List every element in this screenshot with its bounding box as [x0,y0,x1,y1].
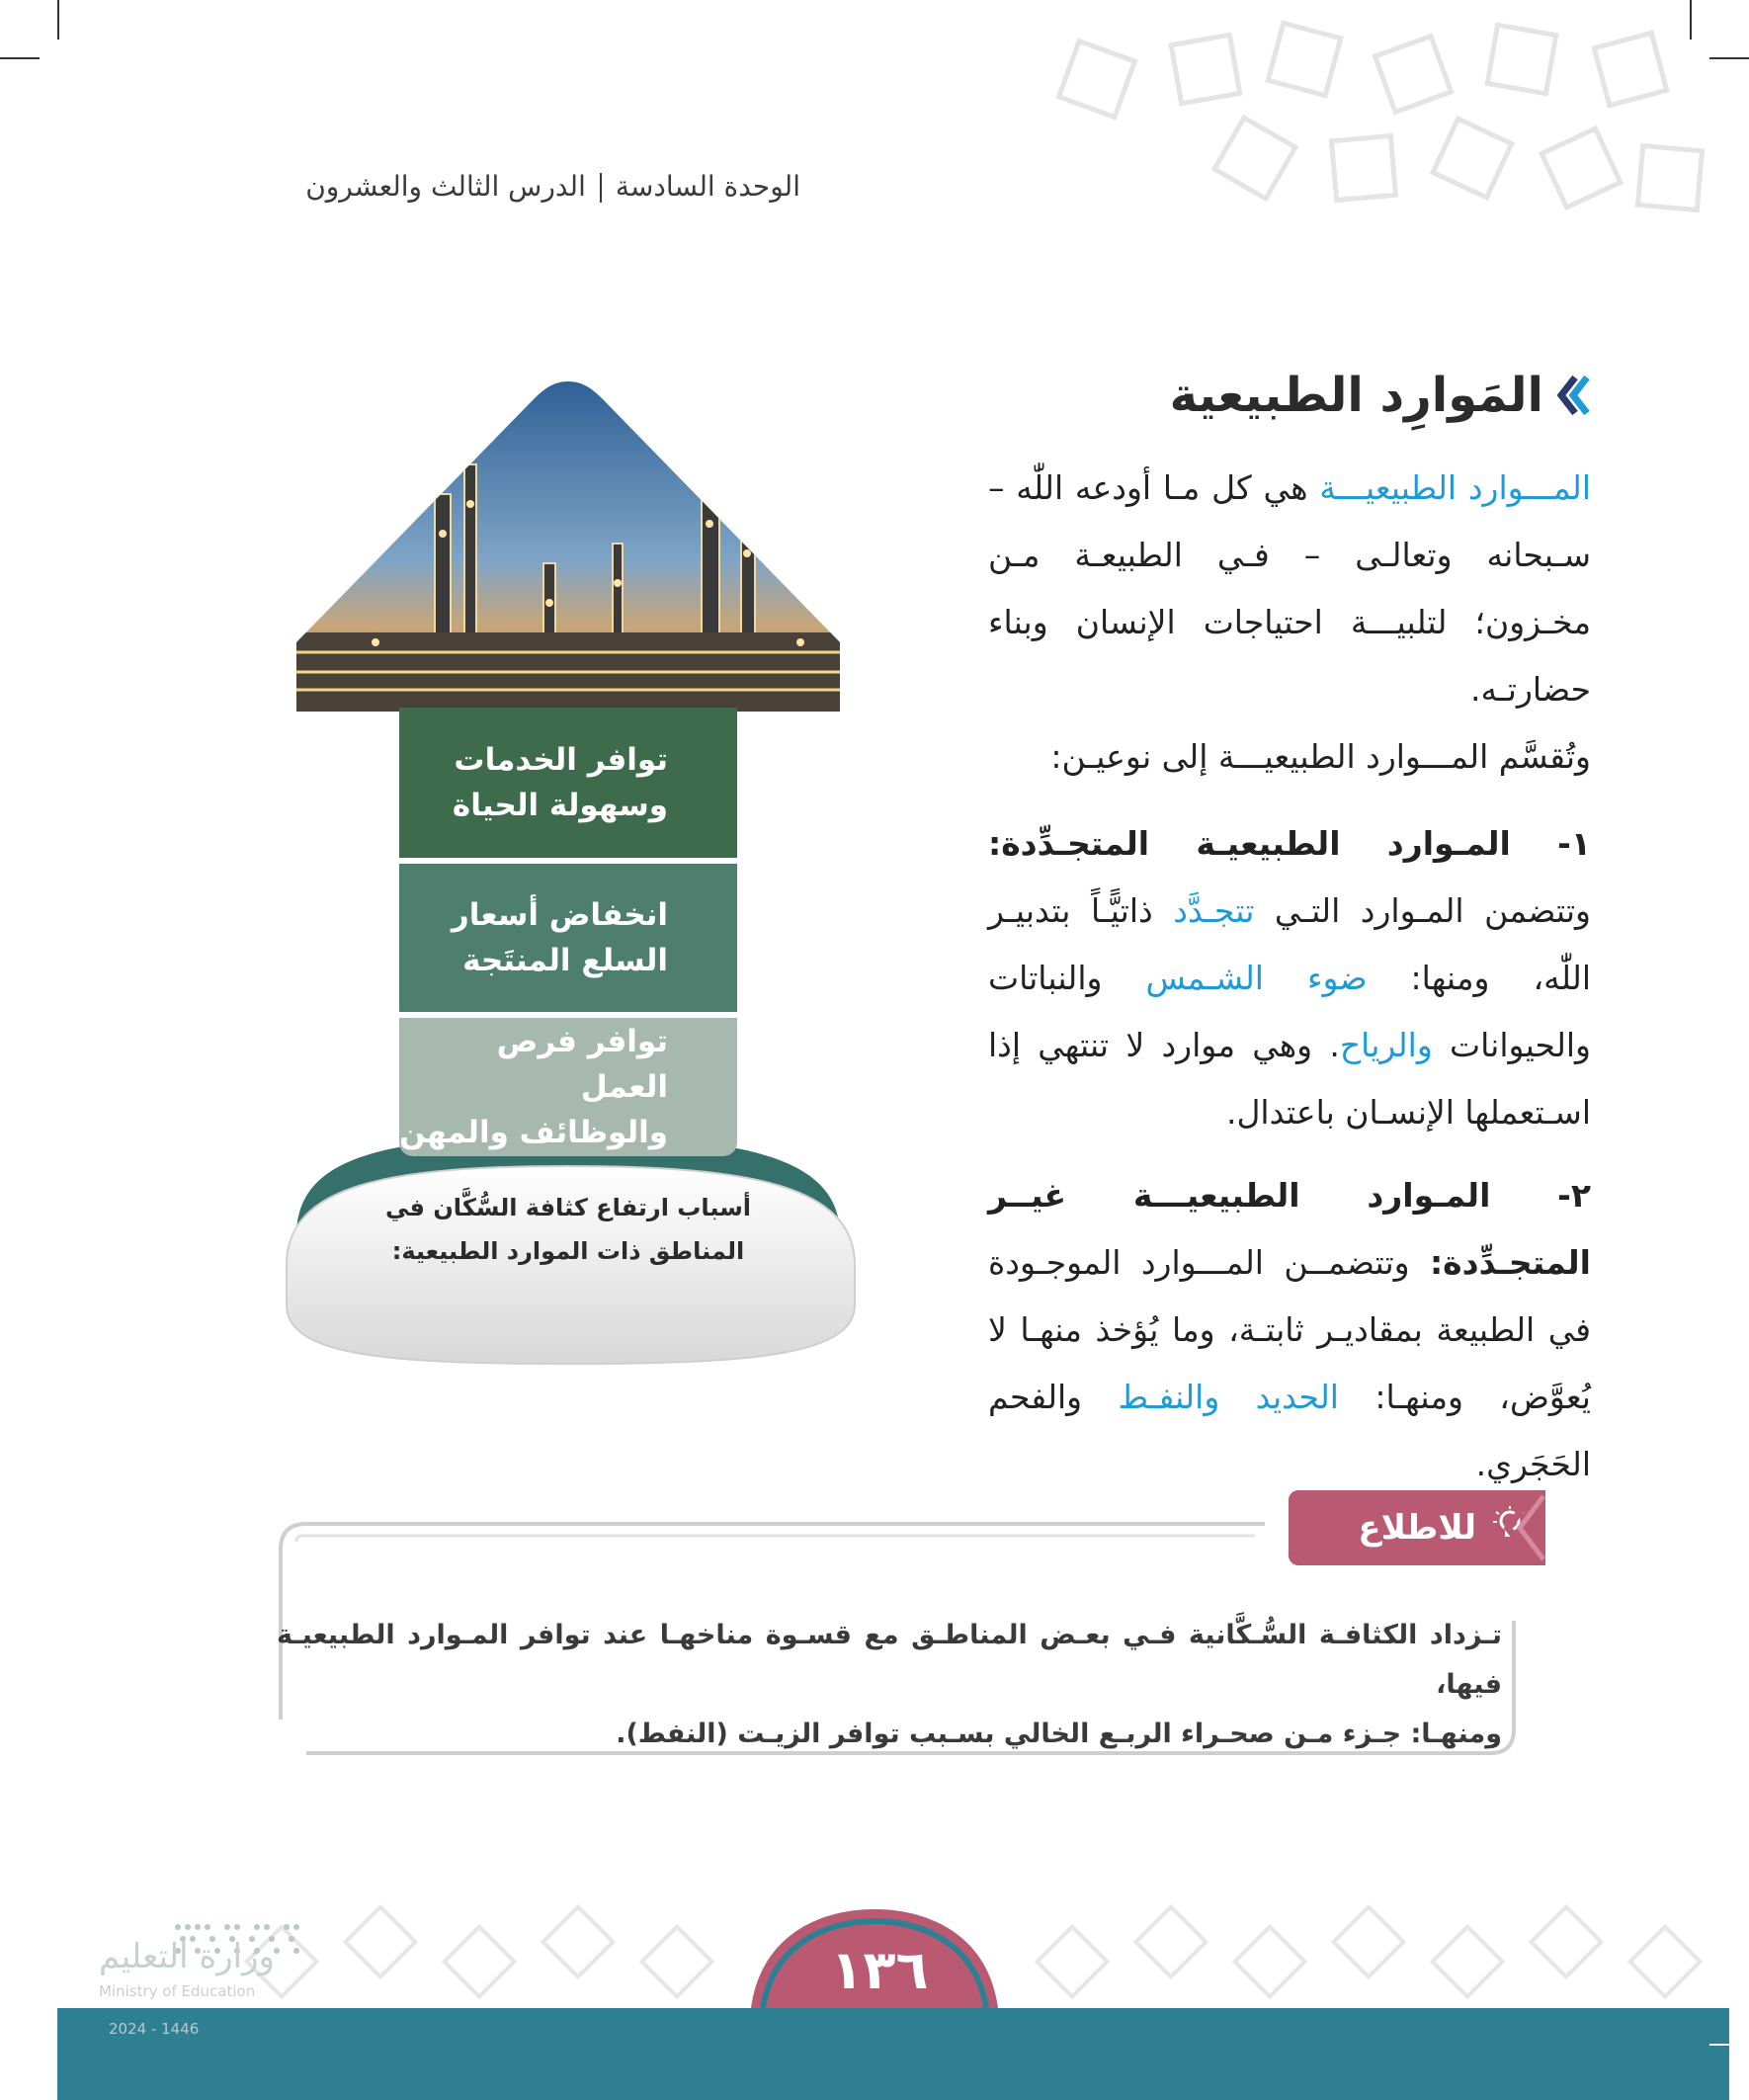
caption-line1: أسباب ارتفاع كثافة السُّكَّان في [384,1194,752,1221]
causes-infographic [267,376,870,1304]
crop-mark [0,57,40,59]
renewable-text-c: والنباتات والحيوانات [988,959,1591,1064]
info-line-2: ومنهـا: جـزء مـن صحـراء الربـع الخالي بسـبب توافر الزيـت (النفط). [616,1719,1502,1749]
tier-prices-line1: انخفاض أسعار [451,897,668,933]
tier-services-line2: وسهولة الحياة [452,788,668,823]
chevron-left-icon [1502,1490,1545,1565]
lesson-label: الدرس الثالث والعشرون [305,170,586,203]
section-heading [1170,368,1591,423]
nonrenewable-heading: ٢- المـوارد الطبيعيـــة غيــر المتجـدِّدة: [988,1176,1591,1282]
running-header [305,170,800,203]
tier-prices-line2: السلع المنتَجة [462,943,668,978]
nonrenewable-text-b: والفحم الحَجَري. [988,1378,1591,1483]
renewable-term-renew: تتجـدَّد [1173,891,1255,930]
renewable-heading: ١- المـوارد الطبيعيـة المتجـدِّدة: [988,824,1591,863]
crop-mark [57,0,59,40]
decorative-pattern [1028,20,1719,267]
info-label-text: للاطلاع [1358,1508,1476,1548]
unit-label: الوحدة السادسة [615,170,800,203]
renewable-text-d: . وهي موارد لا تنتهي إذا اسـتعملها الإنسـان باعتدال. [988,1026,1591,1132]
info-line-1: تـزداد الكثافـة السُّـكَّانية فـي بعـض المناطـق مع قسـوة مناخهـا عند توافر المـوارد الطبيعيـة فيها، [277,1620,1502,1700]
nonrenewable-paragraph [988,1162,1591,1498]
ministry-name-english: Ministry of Education [99,1982,256,2000]
renewable-text-b: ذاتيًّـاً بتدبيـر اللّٰه، ومنها: [988,891,1591,997]
infographic-tier-services [399,708,737,858]
definition-text: هي كل مـا أودعه اللّٰه – سـبحانه وتعالـى – فـي الطبيعـة مـن مخـزون؛ لتلبيـــة احتياجات الإنسان وبناء حضارتـه. [988,468,1591,709]
page-number: ١٣٦ [830,1939,929,2001]
section-title: المَوارِد الطبيعية [1169,368,1543,423]
ministry-name-arabic: وزارة التعليم [99,1937,275,1976]
renewable-term-sun: ضوء الشـمس [1145,959,1368,997]
infographic-tier-prices [399,864,737,1012]
info-box-text [277,1611,1502,1759]
tier-services-line1: توافر الخدمات [454,742,668,778]
infographic-caption [267,1186,870,1273]
renewable-term-wind: والرياح [1339,1026,1433,1064]
infographic-tier-jobs [399,1018,737,1156]
edition-year: 2024 - 1446 [109,2020,200,2038]
nonrenewable-text-a: وتتضمــن المـــوارد الموجـودة في الطبيعة بمقاديـر ثابتـة، وما يُؤخذ منهـا لا يُعوَّض، ومنهـا: [988,1243,1591,1416]
chevron-left-icon [1555,374,1591,417]
types-intro-text: وتُقسَّم المـــوارد الطبيعيـــة إلى نوعيـن: [1050,737,1591,776]
refinery-image [287,376,850,712]
tier-jobs-line2: والوظائف والمهن [399,1115,668,1150]
renewable-paragraph [988,810,1591,1146]
term-natural-resources: المـــوارد الطبيعيـــة [1319,468,1591,507]
caption-line2: المناطق ذات الموارد الطبيعية: [391,1237,745,1265]
tier-jobs-line1: توافر فرص العمل [496,1024,668,1105]
definition-paragraph [988,455,1591,723]
crop-mark [1709,2044,1749,2046]
types-intro-paragraph [988,723,1591,791]
crop-mark [0,2044,40,2046]
renewable-text-a: وتتضمن المـوارد التـي [1254,891,1591,930]
footer-bar [57,2008,1729,2100]
nonrenewable-term-iron-oil: الحديد والنفـط [1118,1378,1339,1416]
header-separator [600,173,602,203]
